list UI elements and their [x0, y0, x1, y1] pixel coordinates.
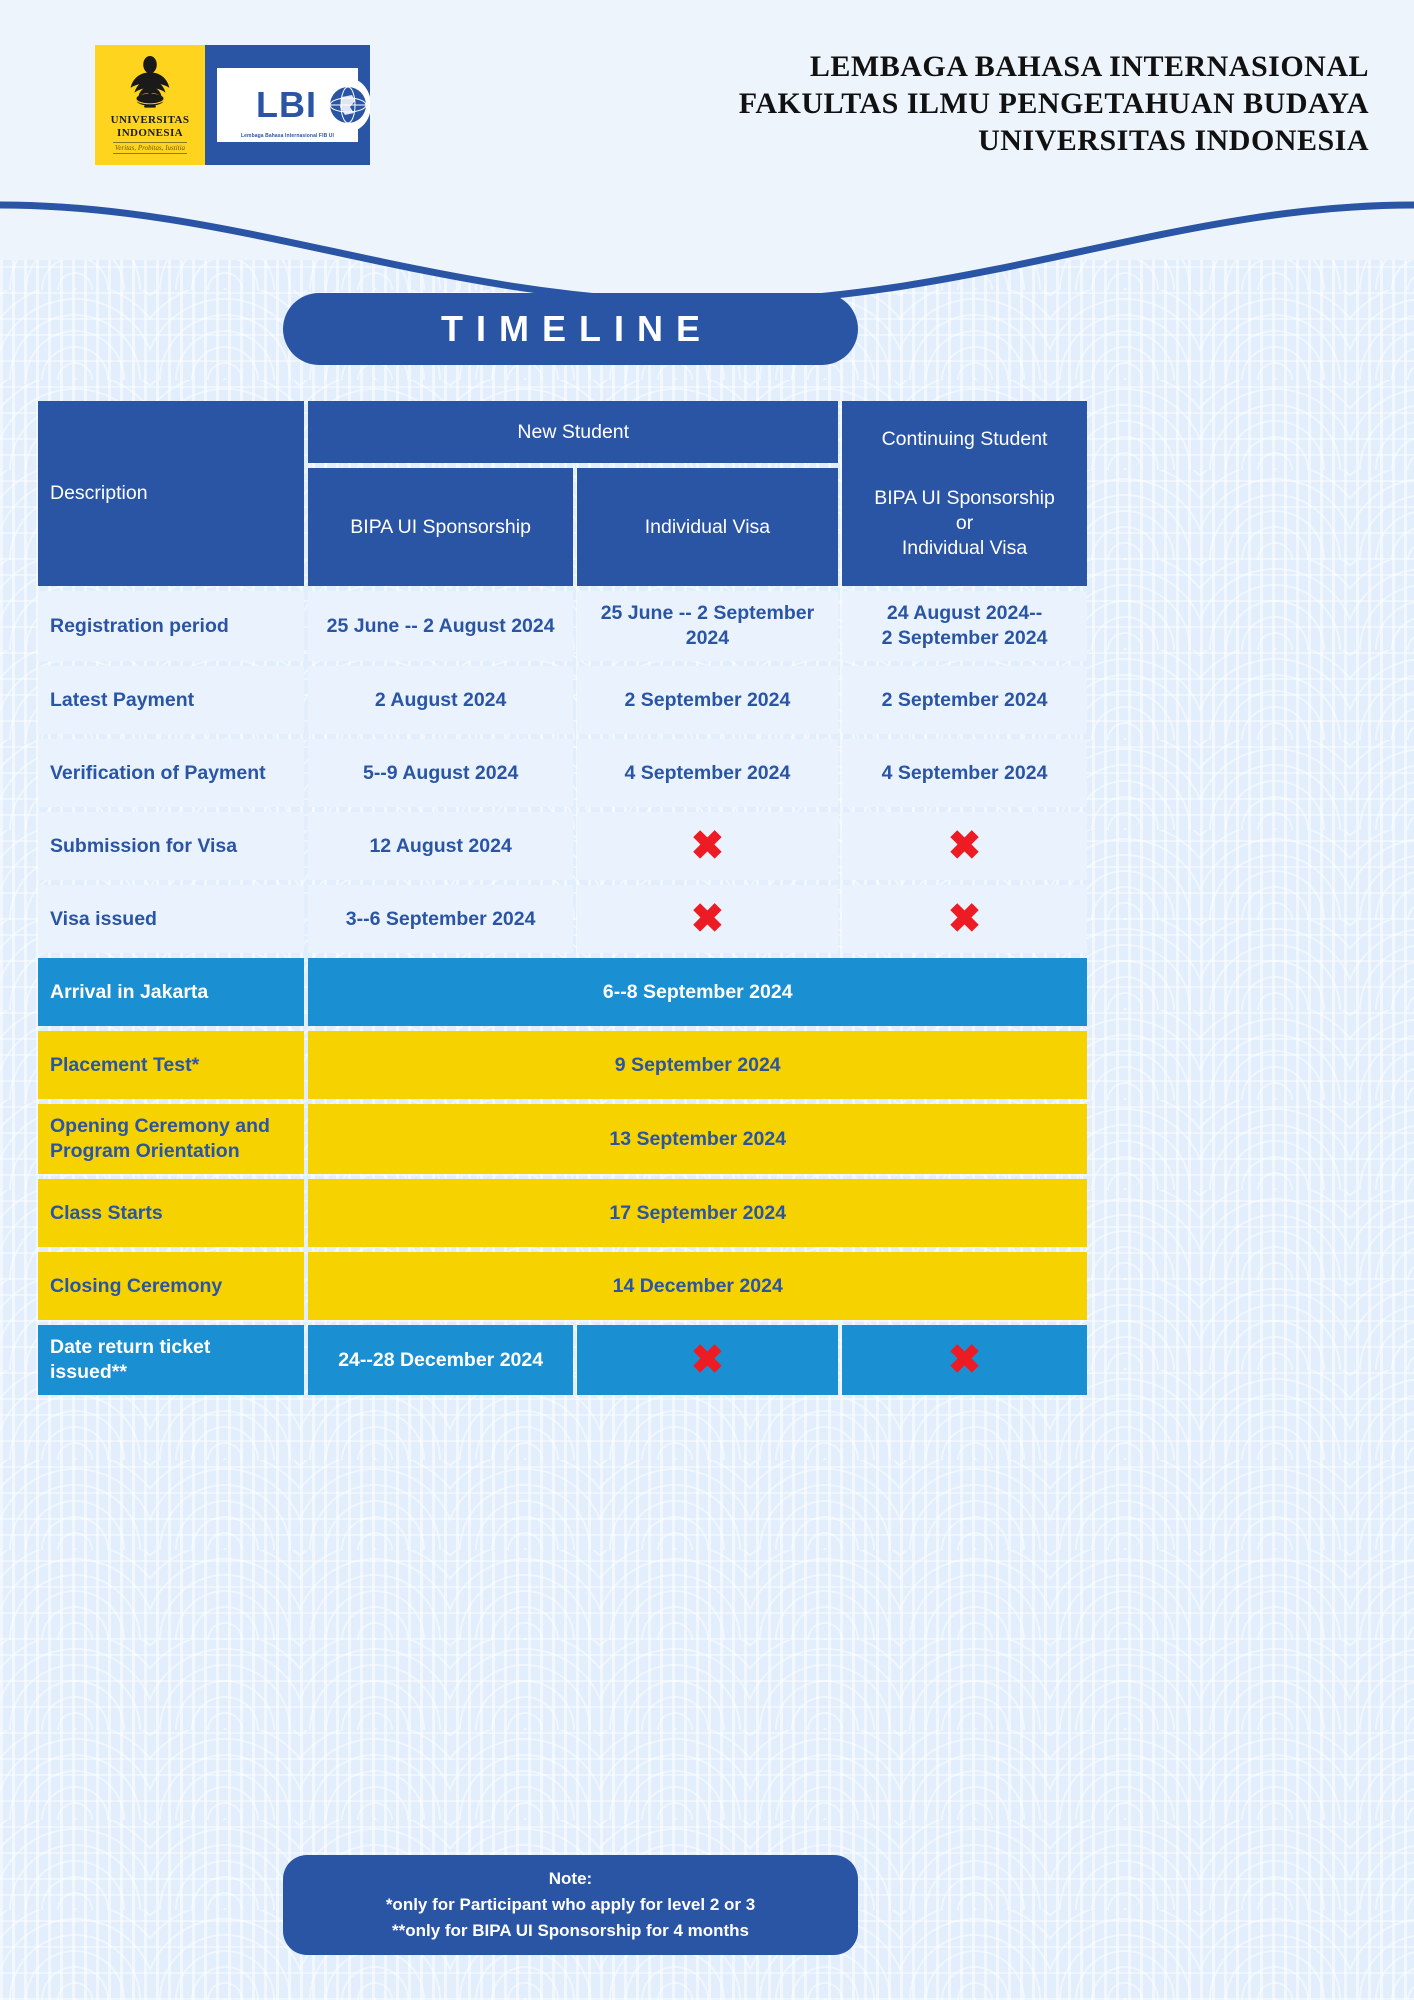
- table-row: [38, 885, 1087, 953]
- x-mark-icon: ✖: [947, 1338, 982, 1382]
- timeline-table: [34, 396, 1091, 1400]
- table-row: [38, 1325, 1087, 1395]
- header-cell-new-student: New Student: [308, 401, 838, 463]
- row-value-cell: 2 September 2024: [842, 666, 1087, 734]
- row-label: Submission for Visa: [38, 812, 304, 880]
- ui-logo-panel: [95, 45, 205, 165]
- lbi-card: [217, 68, 359, 142]
- table-row: [38, 591, 1087, 661]
- table-row: [38, 1031, 1087, 1099]
- row-value-cell: 12 August 2024: [308, 812, 572, 880]
- makara-icon: [119, 55, 181, 113]
- row-value-cell: 5--9 August 2024: [308, 739, 572, 807]
- row-value-cell: 2 September 2024: [577, 666, 838, 734]
- table-row: [38, 739, 1087, 807]
- org-title-line-2: FAKULTAS ILMU PENGETAHUAN BUDAYA: [738, 87, 1369, 120]
- table-row: [38, 812, 1087, 880]
- lbi-ui-logo: [95, 45, 370, 165]
- row-value-cell: [842, 812, 1087, 880]
- table-row: [38, 1252, 1087, 1320]
- row-value-cell: 2 August 2024: [308, 666, 572, 734]
- row-value-spanned: 14 December 2024: [308, 1252, 1087, 1320]
- row-value-cell: [842, 885, 1087, 953]
- row-value-spanned: 13 September 2024: [308, 1104, 1087, 1174]
- header-cell-individual-visa: Individual Visa: [577, 468, 838, 586]
- table-row: [38, 666, 1087, 734]
- note-title: Note:: [548, 1869, 593, 1888]
- header-cell-bipa-sponsorship: BIPA UI Sponsorship: [308, 468, 572, 586]
- globe-icon: [325, 78, 370, 132]
- x-mark-icon: ✖: [690, 824, 725, 868]
- row-value-cell: 25 June -- 2 September 2024: [577, 591, 838, 661]
- table-row: [38, 1179, 1087, 1247]
- row-value-cell: [842, 1325, 1087, 1395]
- row-label: Closing Ceremony: [38, 1252, 304, 1320]
- row-value-cell: 24--28 December 2024: [308, 1325, 572, 1395]
- row-value-cell: 24 August 2024-- 2 September 2024: [842, 591, 1087, 661]
- row-label: Verification of Payment: [38, 739, 304, 807]
- table-header-row-group: [38, 401, 1087, 463]
- row-value-cell: [577, 885, 838, 953]
- row-label: Opening Ceremony and Program Orientation: [38, 1104, 304, 1174]
- row-value-spanned: 17 September 2024: [308, 1179, 1087, 1247]
- x-mark-icon: ✖: [947, 897, 982, 941]
- table-row: [38, 1104, 1087, 1174]
- lbi-logo-panel: [205, 45, 370, 165]
- ui-logo-line2: INDONESIA: [117, 127, 183, 139]
- note-line-1: *only for Participant who apply for level 2 or 3: [385, 1895, 756, 1914]
- note-box: [283, 1855, 858, 1955]
- org-title-line-3: UNIVERSITAS INDONESIA: [978, 124, 1369, 157]
- row-label: Class Starts: [38, 1179, 304, 1247]
- note-line-2: **only for BIPA UI Sponsorship for 4 months: [391, 1921, 750, 1940]
- ui-logo-motto: Veritas, Probitas, Iustitia: [114, 144, 186, 152]
- lbi-letters: LBI: [255, 83, 317, 125]
- row-label: Latest Payment: [38, 666, 304, 734]
- row-value-cell: 3--6 September 2024: [308, 885, 572, 953]
- row-value-spanned: 9 September 2024: [308, 1031, 1087, 1099]
- row-value-cell: 4 September 2024: [577, 739, 838, 807]
- row-value-cell: [577, 812, 838, 880]
- ui-logo-line1: UNIVERSITAS: [110, 114, 190, 126]
- continuing-student-detail: BIPA UI Sponsorship or Individual Visa: [874, 486, 1055, 559]
- x-mark-icon: ✖: [690, 897, 725, 941]
- table-row: [38, 958, 1087, 1026]
- row-label: Placement Test*: [38, 1031, 304, 1099]
- page-title: TIMELINE: [441, 308, 713, 349]
- page-header: [0, 0, 1414, 200]
- row-label: Visa issued: [38, 885, 304, 953]
- continuing-student-label: Continuing Student: [881, 427, 1048, 450]
- row-value-cell: 25 June -- 2 August 2024: [308, 591, 572, 661]
- x-mark-icon: ✖: [947, 824, 982, 868]
- lbi-subtitle: Lembaga Bahasa Internasional FIB UI: [241, 133, 334, 140]
- organization-title: [739, 48, 1369, 159]
- row-value-spanned: 6--8 September 2024: [308, 958, 1087, 1026]
- header-cell-continuing-student: [842, 401, 1087, 586]
- org-title-line-1: LEMBAGA BAHASA INTERNASIONAL: [809, 50, 1369, 83]
- row-label: Arrival in Jakarta: [38, 958, 304, 1026]
- row-value-cell: [577, 1325, 838, 1395]
- row-label: Date return ticket issued**: [38, 1325, 304, 1395]
- timeline-title-badge: [283, 293, 858, 365]
- header-cell-description: Description: [38, 401, 304, 586]
- row-value-cell: 4 September 2024: [842, 739, 1087, 807]
- x-mark-icon: ✖: [690, 1338, 725, 1382]
- row-label: Registration period: [38, 591, 304, 661]
